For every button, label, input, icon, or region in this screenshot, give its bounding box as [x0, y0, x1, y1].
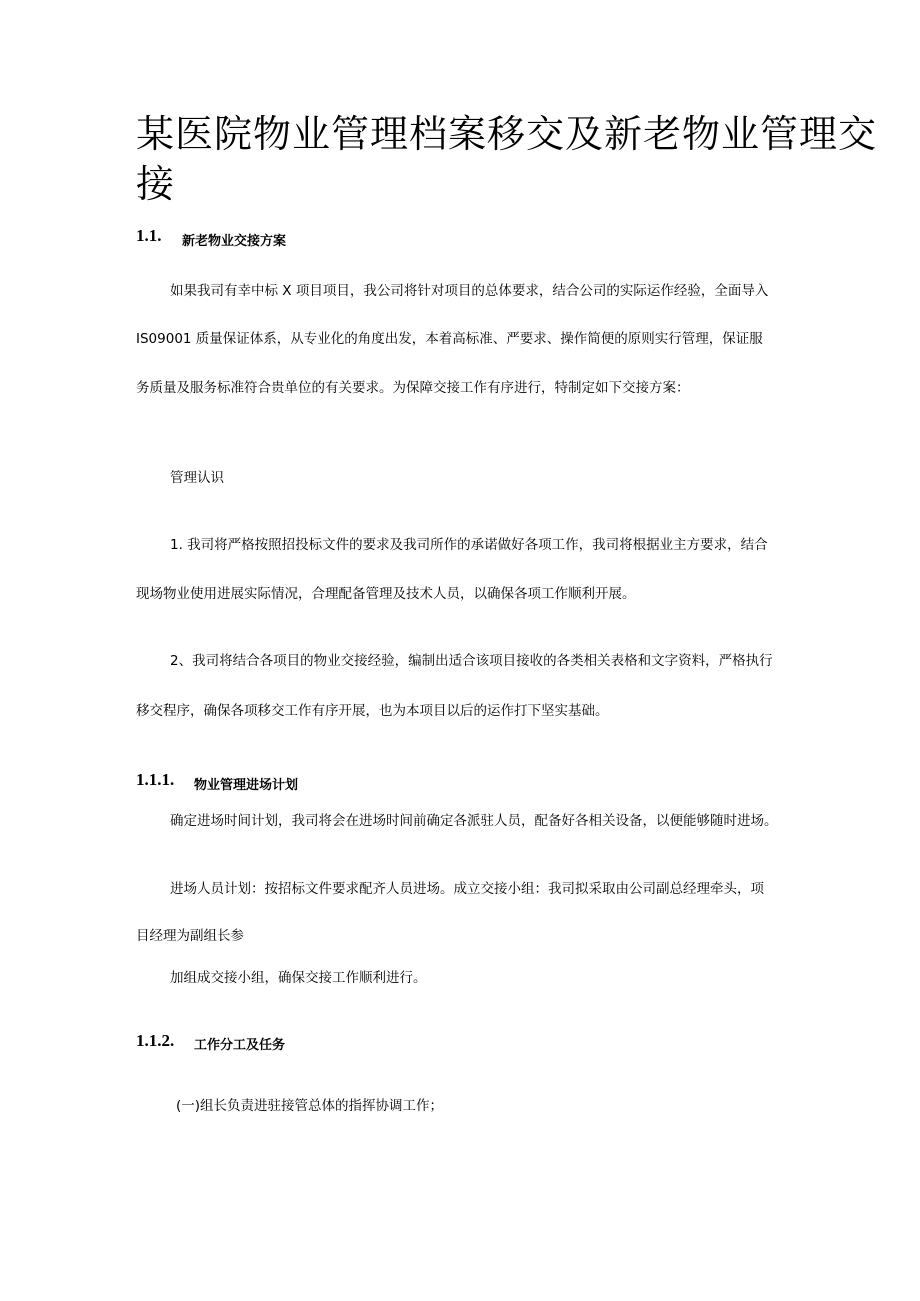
awareness-item-2-line-1: 2、我司将结合各项目的物业交接经验，编制出适合该项目接收的各类相关表格和文字资料，严格执行	[170, 653, 773, 669]
entry-time-plan: 确定进场时间计划，我司将会在进场时间前确定各派驻人员，配备好各相关设备，以便能够随时进场。	[170, 813, 778, 829]
awareness-item-2-line-2: 移交程序，确保各项移交工作有序开展，也为本项目以后的运作打下坚实基础。	[136, 703, 609, 719]
section-1-1-number: 1.1.	[136, 226, 162, 245]
entry-staff-plan-line-1: 进场人员计划：按招标文件要求配齐人员进场。成立交接小组：我司拟采取由公司副总经理牵头，项	[170, 881, 764, 897]
management-awareness-title: 管理认识	[170, 470, 224, 486]
document-title-line-1: 某医院物业管理档案移交及新老物业管理交	[136, 112, 878, 156]
entry-staff-plan-line-2: 目经理为副组长参	[136, 928, 244, 944]
section-1-1-1-heading: 物业管理进场计划	[194, 778, 299, 793]
section-1-1-2-heading: 工作分工及任务	[194, 1038, 286, 1053]
awareness-item-1-line-1: 1. 我司将严格按照招投标文件的要求及我司所作的承诺做好各项工作，我司将根据业主方要求，结合	[170, 537, 768, 553]
section-1-1-1-number: 1.1.1.	[136, 770, 175, 789]
section-1-1-heading: 新老物业交接方案	[182, 234, 287, 249]
document-title-line-2: 接	[136, 162, 176, 206]
task-item-1: (一)组长负责进驻接管总体的指挥协调工作；	[176, 1098, 444, 1114]
intro-line-3: 务质量及服务标准符合贵单位的有关要求。为保障交接工作有序进行，特制定如下交接方案：	[136, 380, 690, 396]
intro-line-1: 如果我司有幸中标 X 项目项目，我公司将针对项目的总体要求，结合公司的实际运作经验，全面导入	[170, 283, 769, 299]
awareness-item-1-line-2: 现场物业使用进展实际情况，合理配备管理及技术人员，以确保各项工作顺利开展。	[136, 586, 636, 602]
intro-line-2: IS09001 质量保证体系，从专业化的角度出发，本着高标准、严要求、操作简便的原则实行管理，保证服	[136, 331, 763, 347]
handover-team-line: 加组成交接小组，确保交接工作顺利进行。	[170, 970, 427, 986]
section-1-1-2-number: 1.1.2.	[136, 1031, 175, 1050]
